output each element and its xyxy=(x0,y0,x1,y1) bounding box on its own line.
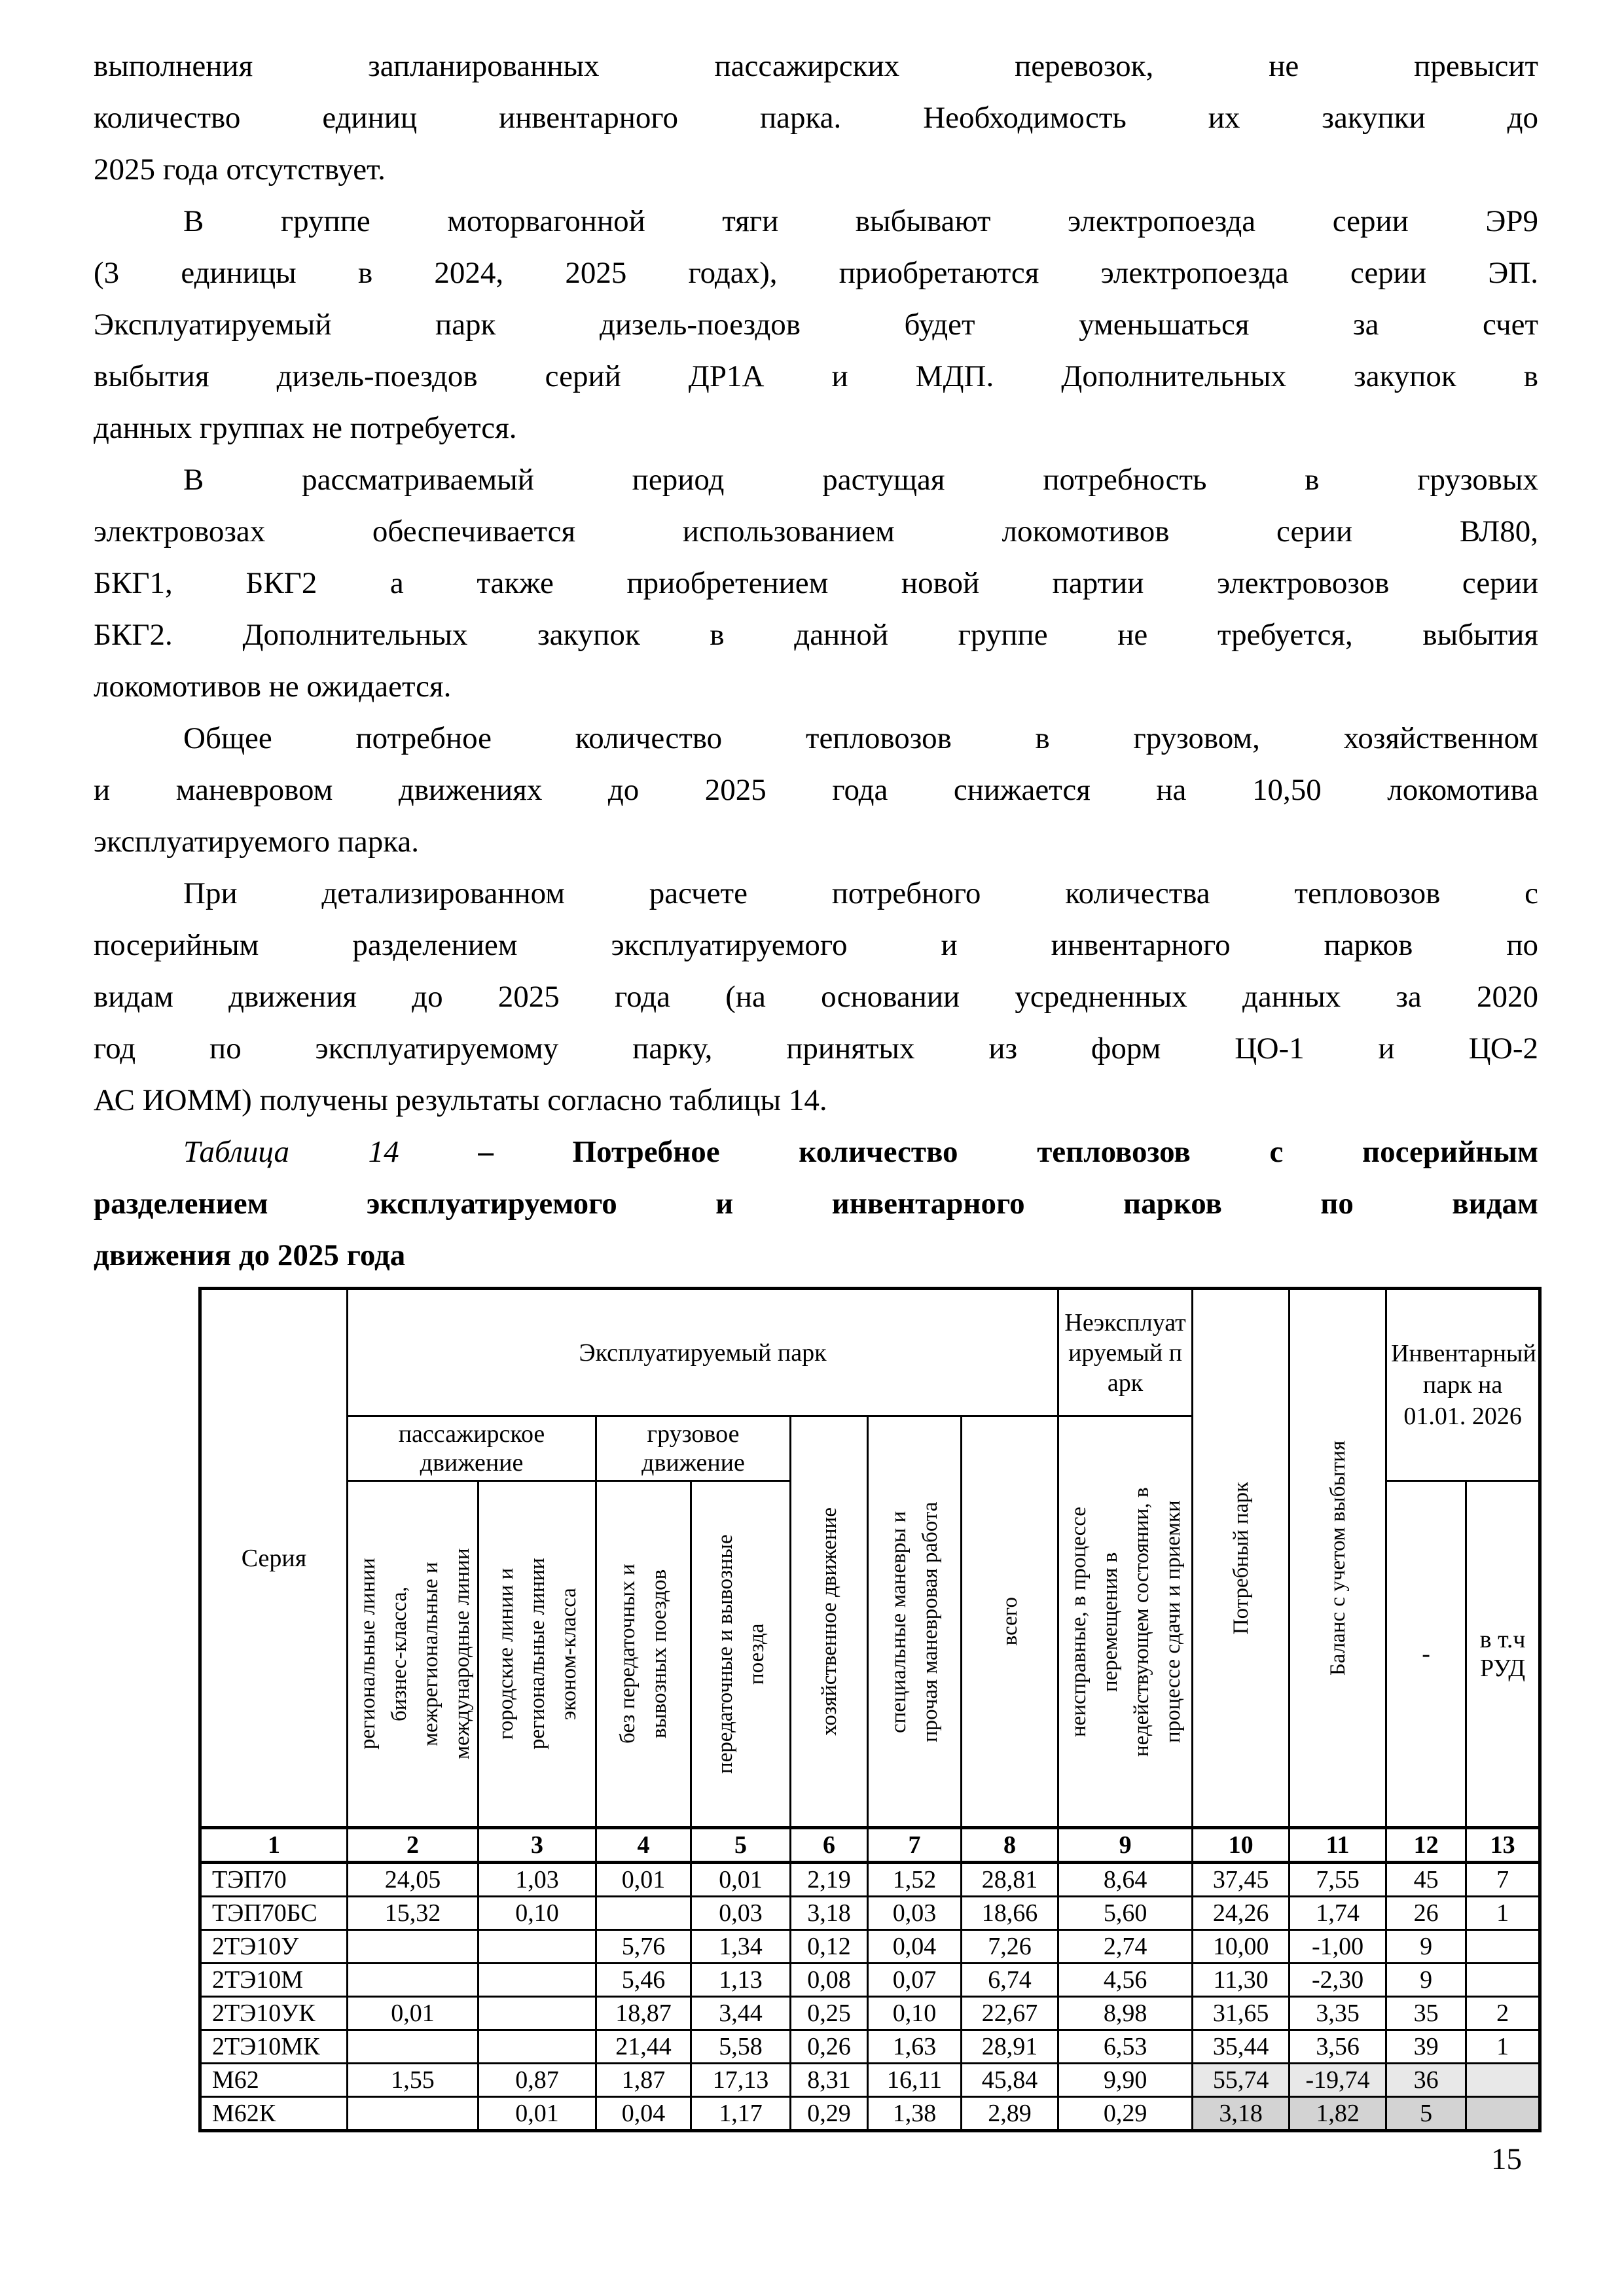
group-header-operating-park: Эксплуатируемый парк xyxy=(348,1289,1058,1416)
value-cell: 9,90 xyxy=(1058,2064,1193,2097)
value-cell: 5 xyxy=(1386,2097,1466,2131)
text-line: Общее потребное количество тепловозов в грузовом, хозяйственном xyxy=(183,721,1538,755)
value-cell: 2,74 xyxy=(1058,1930,1193,1964)
value-cell: 17,13 xyxy=(691,2064,791,2097)
value-cell: 0,26 xyxy=(791,2030,868,2064)
series-cell: 2ТЭ10М xyxy=(200,1964,348,1997)
caption-label: Таблица 14 xyxy=(183,1135,399,1169)
caption-line: движения до 2025 года xyxy=(94,1238,406,1272)
value-cell xyxy=(1466,1930,1540,1964)
text-line: В группе моторвагонной тяги выбывают электропоезда серии ЭР9 xyxy=(183,204,1538,238)
value-cell: 22,67 xyxy=(962,1997,1058,2030)
value-cell: 0,29 xyxy=(1058,2097,1193,2131)
value-cell: 24,05 xyxy=(348,1863,478,1897)
text-line: электровозах обеспечивается использованием локомотивов серии ВЛ80, xyxy=(94,514,1538,548)
column-number: 5 xyxy=(691,1828,791,1863)
series-cell: 2ТЭ10У xyxy=(200,1930,348,1964)
paragraph xyxy=(94,41,1538,196)
value-cell: 1,34 xyxy=(691,1930,791,1964)
col-header-text: неисправные, в процессе перемещения в недействующем состоянии, в процессе сдачи и приемки xyxy=(1067,1486,1185,1757)
caption-title-part: Потребное количество тепловозов с посерийным xyxy=(572,1135,1539,1169)
value-cell: 7,26 xyxy=(962,1930,1058,1964)
series-cell: М62 xyxy=(200,2064,348,2097)
value-cell: 11,30 xyxy=(1193,1964,1290,1997)
col-header-total xyxy=(962,1416,1058,1828)
text-line: количество единиц инвентарного парка. Необходимость их закупки до xyxy=(94,101,1538,135)
table-body xyxy=(200,1863,1540,2131)
value-cell: 1 xyxy=(1466,1897,1540,1930)
text-line: БКГ2. Дополнительных закупок в данной группе не требуется, выбытия xyxy=(94,618,1538,652)
value-cell xyxy=(348,1930,478,1964)
col-header-text: без передаточных и вывозных поездов xyxy=(616,1564,671,1744)
text-line: В рассматриваемый период растущая потребность в грузовых xyxy=(183,463,1538,497)
table-row xyxy=(200,2097,1540,2131)
col-header-special-maneuvers xyxy=(868,1416,962,1828)
value-cell xyxy=(1466,1964,1540,1997)
col-header-city-econom-lines xyxy=(478,1481,596,1828)
value-cell: -1,00 xyxy=(1290,1930,1386,1964)
body-text xyxy=(94,41,1538,1126)
value-cell: 1,52 xyxy=(868,1863,962,1897)
value-cell: 0,01 xyxy=(691,1863,791,1897)
value-cell: 1,03 xyxy=(478,1863,596,1897)
value-cell: 5,76 xyxy=(596,1930,691,1964)
value-cell: 8,31 xyxy=(791,2064,868,2097)
column-number: 12 xyxy=(1386,1828,1466,1863)
series-cell: 2ТЭ10МК xyxy=(200,2030,348,2064)
page-number: 15 xyxy=(1491,2142,1522,2176)
value-cell: 6,74 xyxy=(962,1964,1058,1997)
value-cell: 8,98 xyxy=(1058,1997,1193,2030)
text-line: выбытия дизель-поездов серий ДР1А и МДП. Дополнительных закупок в xyxy=(94,359,1538,393)
column-number: 10 xyxy=(1193,1828,1290,1863)
value-cell xyxy=(478,1930,596,1964)
column-number: 1 xyxy=(200,1828,348,1863)
text-line: данных группах не потребуется. xyxy=(94,411,517,445)
value-cell: 1,82 xyxy=(1290,2097,1386,2131)
text-line: и маневровом движениях до 2025 года снижается на 10,50 локомотива xyxy=(94,773,1538,807)
col-header-faulty-non-operating xyxy=(1058,1416,1193,1828)
paragraph xyxy=(94,196,1538,454)
col-header-balance-with-retirement xyxy=(1290,1289,1386,1828)
value-cell: 2,89 xyxy=(962,2097,1058,2131)
value-cell: 35 xyxy=(1386,1997,1466,2030)
value-cell: 21,44 xyxy=(596,2030,691,2064)
col-header-text: Баланс с учетом выбытия xyxy=(1326,1440,1350,1676)
text-line: АС ИОММ) получены результаты согласно таблицы 14. xyxy=(94,1083,827,1117)
value-cell: 0,04 xyxy=(596,2097,691,2131)
value-cell: 0,25 xyxy=(791,1997,868,2030)
table-row xyxy=(200,2064,1540,2097)
value-cell: 0,08 xyxy=(791,1964,868,1997)
value-cell: 1,17 xyxy=(691,2097,791,2131)
caption-line: разделением эксплуатируемого и инвентарного парков по видам xyxy=(94,1187,1538,1221)
column-number: 7 xyxy=(868,1828,962,1863)
column-number: 11 xyxy=(1290,1828,1386,1863)
value-cell: -19,74 xyxy=(1290,2064,1386,2097)
value-cell: 1 xyxy=(1466,2030,1540,2064)
value-cell: 5,58 xyxy=(691,2030,791,2064)
value-cell: 1,55 xyxy=(348,2064,478,2097)
table-row xyxy=(200,1964,1540,1997)
value-cell: 1,38 xyxy=(868,2097,962,2131)
header-row-groups xyxy=(200,1289,1540,1416)
paragraph xyxy=(94,868,1538,1126)
value-cell: 28,81 xyxy=(962,1863,1058,1897)
col-header-text: хозяйственное движение xyxy=(817,1507,841,1736)
column-number: 6 xyxy=(791,1828,868,1863)
col-header-transfer-trains xyxy=(691,1481,791,1828)
value-cell xyxy=(348,2097,478,2131)
group-header-passenger-movement: пассажирское движение xyxy=(348,1416,596,1481)
col-header-series: Серия xyxy=(200,1289,348,1828)
table-row xyxy=(200,1897,1540,1930)
table-row xyxy=(200,2030,1540,2064)
value-cell: 3,44 xyxy=(691,1997,791,2030)
value-cell: 7 xyxy=(1466,1863,1540,1897)
col-header-inventory-dash: - xyxy=(1386,1481,1466,1828)
value-cell: 28,91 xyxy=(962,2030,1058,2064)
value-cell: 0,03 xyxy=(868,1897,962,1930)
value-cell: 2 xyxy=(1466,1997,1540,2030)
column-number: 4 xyxy=(596,1828,691,1863)
caption-dash: – xyxy=(478,1135,494,1169)
value-cell xyxy=(1466,2064,1540,2097)
value-cell: 1,74 xyxy=(1290,1897,1386,1930)
value-cell: 2,19 xyxy=(791,1863,868,1897)
column-number: 9 xyxy=(1058,1828,1193,1863)
value-cell: 0,01 xyxy=(478,2097,596,2131)
value-cell: 26 xyxy=(1386,1897,1466,1930)
value-cell: 5,46 xyxy=(596,1964,691,1997)
value-cell xyxy=(478,1997,596,2030)
column-number: 2 xyxy=(348,1828,478,1863)
table-row xyxy=(200,1863,1540,1897)
text-line: выполнения запланированных пассажирских перевозок, не превысит xyxy=(94,49,1538,83)
value-cell: 4,56 xyxy=(1058,1964,1193,1997)
value-cell: 7,55 xyxy=(1290,1863,1386,1897)
value-cell: 3,35 xyxy=(1290,1997,1386,2030)
value-cell: 0,01 xyxy=(348,1997,478,2030)
value-cell: 6,53 xyxy=(1058,2030,1193,2064)
value-cell: 16,11 xyxy=(868,2064,962,2097)
text-line: БКГ1, БКГ2 а также приобретением новой партии электровозов серии xyxy=(94,566,1538,600)
series-cell: 2ТЭ10УК xyxy=(200,1997,348,2030)
text-line: (3 единицы в 2024, 2025 годах), приобретаются электропоезда серии ЭП. xyxy=(94,256,1538,290)
value-cell: 8,64 xyxy=(1058,1863,1193,1897)
series-cell: ТЭП70БС xyxy=(200,1897,348,1930)
text-line: видам движения до 2025 года (на основании усредненных данных за 2020 xyxy=(94,980,1538,1014)
column-number: 13 xyxy=(1466,1828,1540,1863)
table-14 xyxy=(198,1287,1542,2132)
caption-line xyxy=(94,1126,1538,1178)
group-header-freight-movement: грузовое движение xyxy=(596,1416,791,1481)
value-cell: 36 xyxy=(1386,2064,1466,2097)
value-cell xyxy=(478,1964,596,1997)
value-cell: 0,04 xyxy=(868,1930,962,1964)
value-cell: 3,18 xyxy=(1193,2097,1290,2131)
paragraph xyxy=(94,454,1538,713)
value-cell: 5,60 xyxy=(1058,1897,1193,1930)
value-cell: 0,10 xyxy=(478,1897,596,1930)
text-line: эксплуатируемого парка. xyxy=(94,825,419,859)
value-cell: 3,18 xyxy=(791,1897,868,1930)
text-line: посерийным разделением эксплуатируемого и инвентарного парков по xyxy=(94,928,1538,962)
value-cell xyxy=(348,1964,478,1997)
column-numbers-row xyxy=(200,1828,1540,1863)
value-cell: 9 xyxy=(1386,1964,1466,1997)
value-cell: 0,12 xyxy=(791,1930,868,1964)
paragraph xyxy=(94,713,1538,868)
value-cell: 1,13 xyxy=(691,1964,791,1997)
value-cell: 0,87 xyxy=(478,2064,596,2097)
value-cell: 45,84 xyxy=(962,2064,1058,2097)
value-cell: 31,65 xyxy=(1193,1997,1290,2030)
col-header-without-transfer-trains xyxy=(596,1481,691,1828)
value-cell: 18,87 xyxy=(596,1997,691,2030)
value-cell: 0,10 xyxy=(868,1997,962,2030)
series-cell: М62К xyxy=(200,2097,348,2131)
text-line: год по эксплуатируемому парку, принятых из форм ЦО-1 и ЦО-2 xyxy=(94,1031,1538,1066)
value-cell: 35,44 xyxy=(1193,2030,1290,2064)
value-cell: 0,01 xyxy=(596,1863,691,1897)
column-number: 8 xyxy=(962,1828,1058,1863)
table-row xyxy=(200,1930,1540,1964)
column-number: 3 xyxy=(478,1828,596,1863)
text-line: При детализированном расчете потребного количества тепловозов с xyxy=(183,876,1538,910)
table-header xyxy=(200,1289,1540,1863)
value-cell: 9 xyxy=(1386,1930,1466,1964)
group-header-non-operating-park: Неэксплуатируемый парк xyxy=(1058,1289,1193,1416)
text-line: Эксплуатируемый парк дизель-поездов будет уменьшаться за счет xyxy=(94,308,1538,342)
value-cell: 0,07 xyxy=(868,1964,962,1997)
value-cell: 37,45 xyxy=(1193,1863,1290,1897)
value-cell: 0,29 xyxy=(791,2097,868,2131)
col-header-text: передаточные и вывозные поезда xyxy=(713,1534,768,1774)
table-caption xyxy=(94,1126,1538,1282)
value-cell xyxy=(596,1897,691,1930)
col-header-regional-business-lines xyxy=(348,1481,478,1828)
text-line: 2025 года отсутствует. xyxy=(94,152,386,187)
group-header-inventory-park: Инвентарный парк на 01.01. 2026 xyxy=(1386,1289,1540,1481)
value-cell: 45 xyxy=(1386,1863,1466,1897)
col-header-required-park xyxy=(1193,1289,1290,1828)
col-header-inventory-rud: в т.ч РУД xyxy=(1466,1481,1540,1828)
value-cell: 10,00 xyxy=(1193,1930,1290,1964)
value-cell: 15,32 xyxy=(348,1897,478,1930)
value-cell xyxy=(478,2030,596,2064)
value-cell: 3,56 xyxy=(1290,2030,1386,2064)
value-cell: 24,26 xyxy=(1193,1897,1290,1930)
col-header-text: всего xyxy=(998,1597,1022,1646)
text-line: локомотивов не ожидается. xyxy=(94,670,452,704)
col-header-text: региональные линии бизнес-класса, межрегиональные и международные линии xyxy=(356,1548,474,1760)
value-cell: 55,74 xyxy=(1193,2064,1290,2097)
col-header-household-movement xyxy=(791,1416,868,1828)
value-cell xyxy=(348,2030,478,2064)
series-cell: ТЭП70 xyxy=(200,1863,348,1897)
value-cell: 18,66 xyxy=(962,1897,1058,1930)
col-header-text: городские линии и региональные линии эконом-класса xyxy=(494,1558,581,1750)
col-header-text: специальные маневры и прочая маневровая работа xyxy=(887,1501,942,1742)
value-cell: 1,63 xyxy=(868,2030,962,2064)
value-cell: 1,87 xyxy=(596,2064,691,2097)
value-cell: 0,03 xyxy=(691,1897,791,1930)
value-cell: -2,30 xyxy=(1290,1964,1386,1997)
value-cell: 39 xyxy=(1386,2030,1466,2064)
page-content xyxy=(94,41,1538,2132)
table-row xyxy=(200,1997,1540,2030)
value-cell xyxy=(1466,2097,1540,2131)
col-header-text: Потребный парк xyxy=(1229,1481,1253,1635)
